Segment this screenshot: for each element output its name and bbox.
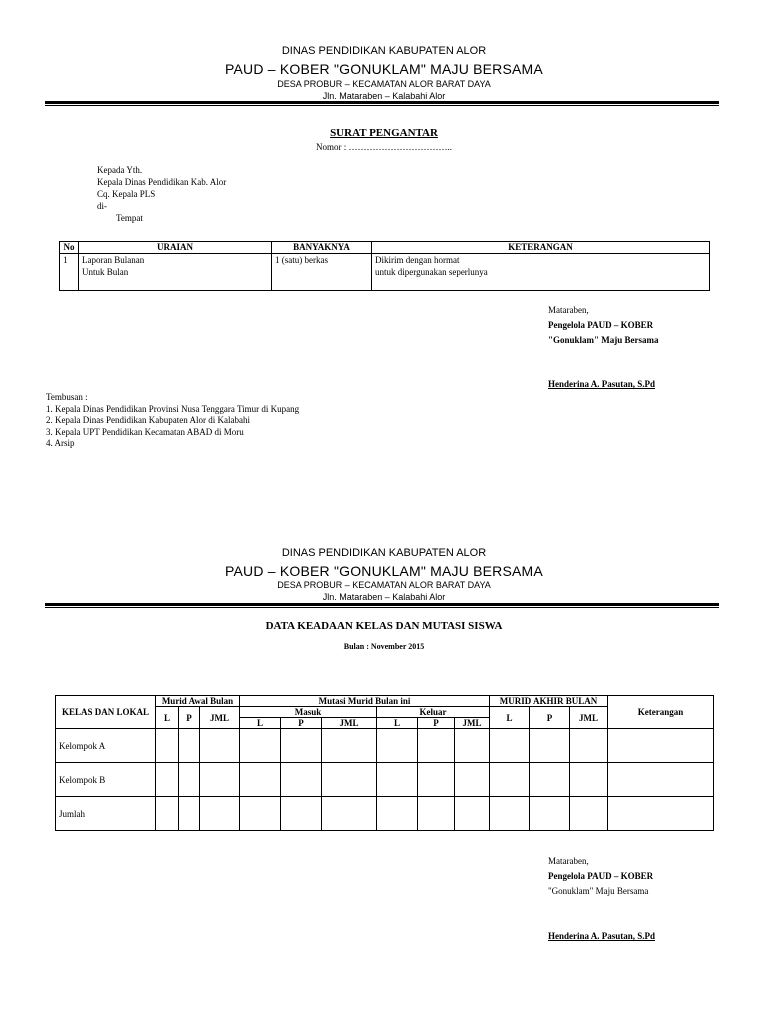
th-masuk-l: L [240,718,281,729]
letter-title: SURAT PENGANTAR [330,127,438,139]
signature-place: Mataraben, [548,305,589,315]
th-keterangan: KETERANGAN [372,242,710,254]
th-awal-jml: JML [200,707,240,729]
signature-role-1: Pengelola PAUD – KOBER [548,871,654,881]
th-awal-l: L [156,707,179,729]
row-label: Kelompok B [56,763,156,797]
th-akhir: MURID AKHIR BULAN [490,696,608,707]
letter-recipient [97,164,226,224]
th-keluar-p: P [418,718,455,729]
recipient-line-1: Kepada Yth. [97,165,143,175]
th-masuk: Masuk [240,707,377,718]
table-row [60,254,710,291]
cc-item: 3. Kepala UPT Pendidikan Kecamatan ABAD di Moru [46,426,244,437]
letter-signature [548,303,659,348]
cell-banyaknya: 1 (satu) berkas [272,254,372,291]
letter-address: Jln. Mataraben – Kalabahi Alor [322,91,446,101]
letter-school-name: PAUD – KOBER "GONUKLAM" MAJU BERSAMA [225,61,543,77]
table-row [56,729,714,763]
cell-no: 1 [60,254,79,291]
signature-role-2: "Gonuklam" Maju Bersama [548,335,659,345]
th-mutasi: Mutasi Murid Bulan ini [240,696,490,707]
letter-agency: DINAS PENDIDIKAN KABUPATEN ALOR [281,45,487,57]
signature-name: Henderina A. Pasutan, S.Pd [548,931,656,941]
cell-keterangan [372,254,710,291]
th-keluar-jml: JML [455,718,490,729]
table-row [56,763,714,797]
letter-table [59,241,710,291]
report-month: Bulan : November 2015 [343,642,425,651]
row-label: Kelompok A [56,729,156,763]
signature-role-2: "Gonuklam" Maju Bersama [548,886,649,896]
th-uraian: URAIAN [79,242,272,254]
report-title: DATA KEADAAN KELAS DAN MUTASI SISWA [265,620,503,632]
cc-item: 4. Arsip [46,438,75,448]
report-table [55,695,714,831]
cell-keterangan-line-1: Dikirim dengan hormat [375,255,460,265]
th-no: No [60,242,79,254]
letter-number: Nomor : …………………………….. [316,142,452,152]
cell-uraian-line-1: Laporan Bulanan [82,255,145,265]
cell-uraian-line-2: Untuk Bulan [82,267,129,277]
row-label: Jumlah [56,797,156,831]
cc-title: Tembusan : [46,392,88,402]
th-akhir-l: L [490,707,530,729]
th-keluar-l: L [377,718,418,729]
report-school-name: PAUD – KOBER "GONUKLAM" MAJU BERSAMA [225,563,543,579]
cell-uraian [79,254,272,291]
signature-name: Henderina A. Pasutan, S.Pd [548,379,656,389]
recipient-line-2: Kepala Dinas Pendidikan Kab. Alor [97,177,227,187]
th-awal: Murid Awal Bulan [156,696,240,707]
cell-keterangan-line-2: untuk dipergunakan seperlunya [375,267,488,277]
signature-role-1: Pengelola PAUD – KOBER [548,320,654,330]
cc-item: 2. Kepala Dinas Pendidikan Kabupaten Alor di Kalabahi [46,415,250,425]
recipient-line-4: di- [97,201,107,211]
cc-item: 1. Kepala Dinas Pendidikan Provinsi Nusa Tenggara Timur di Kupang [46,403,300,414]
th-akhir-jml: JML [570,707,608,729]
th-masuk-jml: JML [322,718,377,729]
recipient-line-5: Tempat [116,213,143,223]
th-banyaknya: BANYAKNYA [272,242,372,254]
letter-cc [46,392,299,450]
report-village: DESA PROBUR – KECAMATAN ALOR BARAT DAYA [277,580,491,590]
th-masuk-p: P [281,718,322,729]
letter-village: DESA PROBUR – KECAMATAN ALOR BARAT DAYA [277,79,491,89]
report-signature [548,854,653,899]
table-row [56,797,714,831]
recipient-line-3: Cq. Kepala PLS [97,189,156,199]
th-kelas: KELAS DAN LOKAL [56,696,156,729]
th-ket: Keterangan [608,696,714,729]
th-awal-p: P [179,707,200,729]
th-keluar: Keluar [377,707,490,718]
th-akhir-p: P [530,707,570,729]
report-agency: DINAS PENDIDIKAN KABUPATEN ALOR [281,547,487,559]
report-address: Jln. Mataraben – Kalabahi Alor [322,592,446,602]
letter-header-divider [45,101,719,106]
report-header-divider [45,603,719,608]
signature-place: Mataraben, [548,856,589,866]
